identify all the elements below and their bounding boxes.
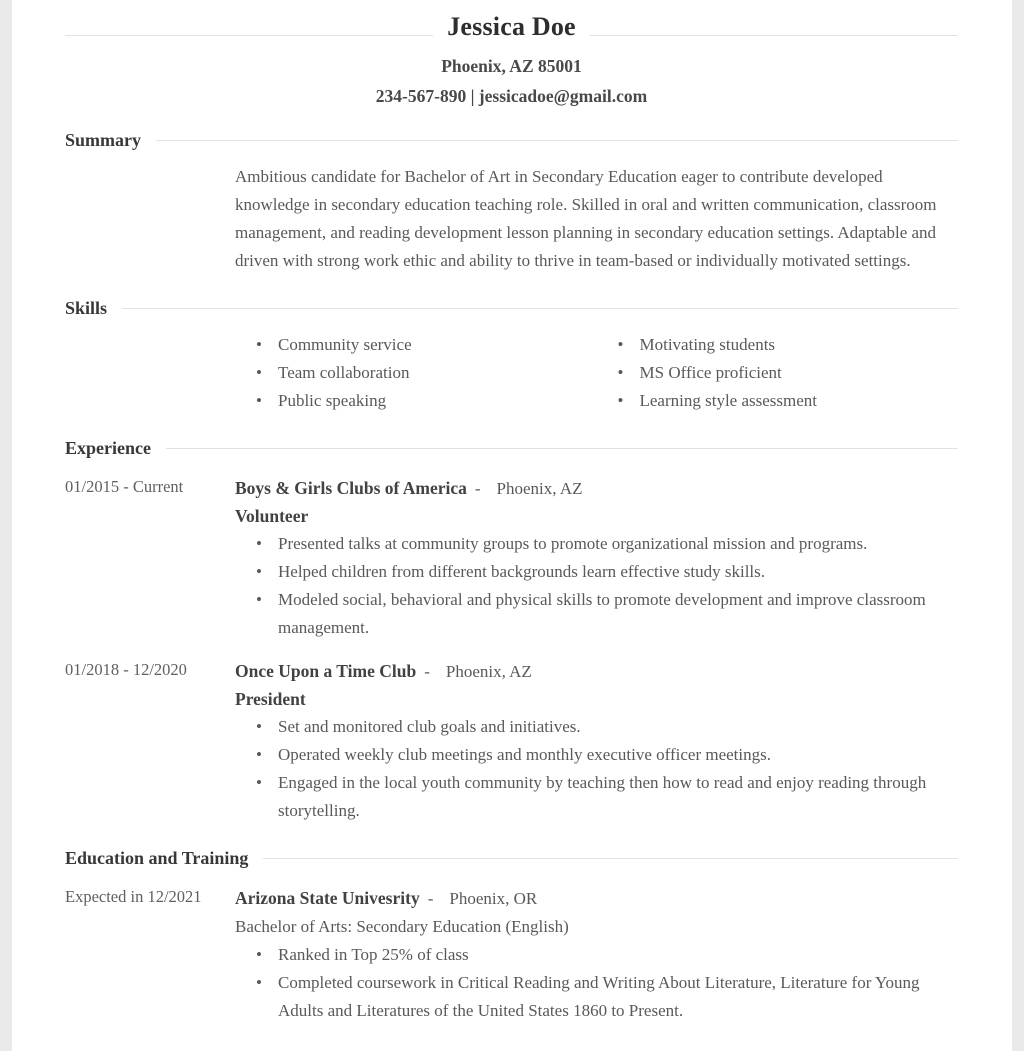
resume-header (65, 12, 958, 107)
job-bullet: • Modeled social, behavioral and physical skills to promote development and improve classroom management. (235, 586, 958, 642)
job-bullet-list (235, 713, 958, 825)
headline-dash: - (427, 889, 434, 908)
headline-dash: - (424, 662, 430, 681)
job-bullet: • Helped children from different backgrounds learn effective study skills. (235, 558, 958, 586)
skill-item: • Learning style assessment (597, 387, 959, 415)
education-headline (235, 884, 958, 913)
section-education (65, 848, 958, 1025)
skills-column-2 (597, 331, 959, 415)
experience-entry (65, 657, 958, 825)
job-details (235, 657, 958, 825)
company-name: Boys & Girls Clubs of America (235, 478, 467, 498)
section-summary (65, 130, 958, 275)
education-details (235, 884, 958, 1025)
school-location: Phoenix, OR (449, 889, 538, 908)
company-name: Once Upon a Time Club (235, 661, 417, 681)
skill-item: • Motivating students (597, 331, 959, 359)
header-rule-left (65, 35, 433, 36)
job-headline (235, 474, 958, 503)
candidate-location: Phoenix, AZ 85001 (441, 56, 582, 76)
job-role: President (235, 689, 306, 709)
job-dates: 01/2018 - 12/2020 (65, 660, 187, 679)
education-bullet-list (235, 941, 958, 1025)
summary-section-header (65, 130, 958, 151)
candidate-name: Jessica Doe (447, 12, 576, 41)
skills-section-rule (122, 308, 958, 309)
job-role: Volunteer (235, 506, 309, 526)
school-name: Arizona State Univesrity (235, 888, 420, 908)
experience-section-header (65, 438, 958, 459)
experience-entry (65, 474, 958, 642)
education-section-title: Education and Training (65, 848, 249, 868)
job-bullet-list (235, 530, 958, 642)
skills-section-title: Skills (65, 298, 108, 318)
summary-text: Ambitious candidate for Bachelor of Art in Secondary Education eager to contribute developed knowledge in secondary education teaching role. Skilled in oral and written communication, classroom management, and reading development lesson planning in secondary education settings. Adaptable and driven with strong work ethic and ability to thrive in team-based or individually motivated settings. (235, 167, 937, 270)
job-location: Phoenix, AZ (496, 479, 583, 498)
candidate-contact: 234-567-890 | jessicadoe@gmail.com (375, 86, 648, 106)
education-bullet: • Completed coursework in Critical Reading and Writing About Literature, Literature for Young Adults and Literatures of the United States 1860 to Present. (235, 969, 958, 1025)
education-dates: Expected in 12/2021 (65, 887, 202, 906)
experience-section-title: Experience (65, 438, 151, 458)
section-skills (65, 298, 958, 415)
degree: Bachelor of Arts: Secondary Education (English) (235, 917, 569, 936)
headline-dash: - (474, 479, 481, 498)
summary-section-rule (156, 140, 958, 141)
experience-section-rule (166, 448, 958, 449)
job-bullet: • Presented talks at community groups to promote organizational mission and programs. (235, 530, 958, 558)
education-bullet: • Ranked in Top 25% of class (235, 941, 958, 969)
education-entry (65, 884, 958, 1025)
job-location: Phoenix, AZ (445, 662, 532, 681)
job-bullet: • Operated weekly club meetings and monthly executive officer meetings. (235, 741, 958, 769)
skill-item: • Team collaboration (235, 359, 597, 387)
education-section-rule (263, 858, 958, 859)
section-experience (65, 438, 958, 825)
skill-item: • Public speaking (235, 387, 597, 415)
job-details (235, 474, 958, 642)
skills-column-1 (235, 331, 597, 415)
job-dates: 01/2015 - Current (65, 477, 184, 496)
skill-item: • Community service (235, 331, 597, 359)
skills-section-header (65, 298, 958, 319)
name-row (65, 12, 958, 42)
education-section-header (65, 848, 958, 869)
job-headline (235, 657, 958, 686)
job-bullet: • Set and monitored club goals and initiatives. (235, 713, 958, 741)
summary-section-title: Summary (65, 130, 141, 150)
header-rule-right (590, 35, 958, 36)
resume-page (12, 0, 1012, 1051)
skills-list (235, 331, 958, 415)
job-bullet: • Engaged in the local youth community by teaching then how to read and enjoy reading through storytelling. (235, 769, 958, 825)
skill-item: • MS Office proficient (597, 359, 959, 387)
